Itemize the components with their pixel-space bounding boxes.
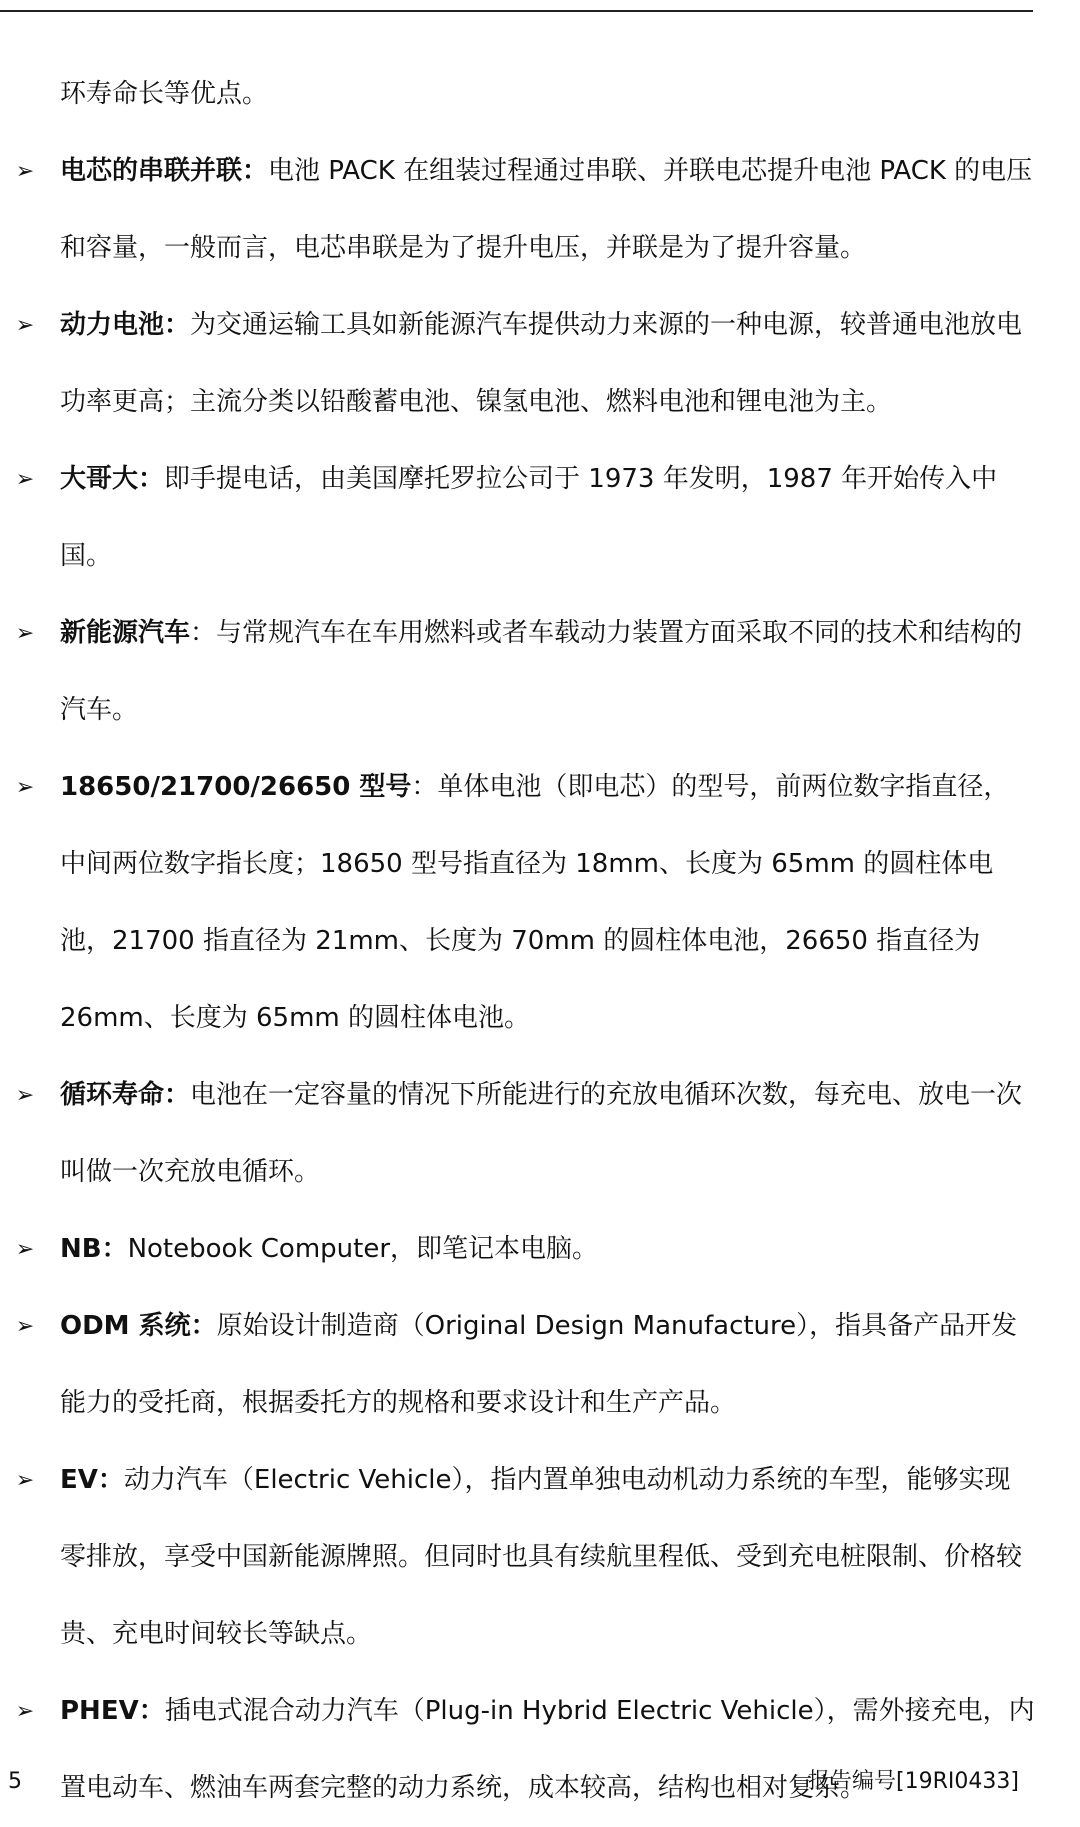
glossary-item <box>15 595 1035 749</box>
report-number: 报告编号[19RI0433] <box>808 1769 1019 1794</box>
glossary-item <box>15 1673 1035 1827</box>
glossary-item <box>15 441 1035 595</box>
arrow-bullet-icon: ➢ <box>15 313 35 338</box>
glossary-term: NB： <box>60 1234 128 1264</box>
glossary-definition: 原始设计制造商（Original Design Manufacture），指具备产品开发能力的受托商，根据委托方的规格和要求设计和生产产品。 <box>60 1311 1018 1418</box>
arrow-bullet-icon: ➢ <box>15 1468 35 1493</box>
glossary-definition: 为交通运输工具如新能源汽车提供动力来源的一种电源，较普通电池放电功率更高；主流分类以铅酸蓄电池、镍氢电池、燃料电池和锂电池为主。 <box>60 310 1023 417</box>
glossary-definition: 即手提电话，由美国摩托罗拉公司于 1973 年发明，1987 年开始传入中国。 <box>60 464 998 571</box>
page-number: 5 <box>8 1769 22 1794</box>
arrow-bullet-icon: ➢ <box>15 159 35 184</box>
glossary-definition: 插电式混合动力汽车（Plug-in Hybrid Electric Vehicle），需外接充电，内置电动车、燃油车两套完整的动力系统，成本较高，结构也相对复杂。 <box>60 1696 1035 1803</box>
glossary-item <box>15 1211 1035 1288</box>
glossary-definition: ：与常规汽车在车用燃料或者车载动力装置方面采取不同的技术和结构的汽车。 <box>60 618 1023 725</box>
arrow-bullet-icon: ➢ <box>15 621 35 646</box>
glossary-item <box>15 1288 1035 1442</box>
glossary-term: 循环寿命： <box>60 1080 191 1110</box>
glossary-item <box>15 133 1035 287</box>
page-footer <box>0 1762 1080 1802</box>
glossary-definition: Notebook Computer，即笔记本电脑。 <box>127 1234 599 1264</box>
glossary-item <box>15 1057 1035 1211</box>
arrow-bullet-icon: ➢ <box>15 1083 35 1108</box>
glossary-term: 新能源汽车 <box>60 618 191 648</box>
arrow-bullet-icon: ➢ <box>15 1699 35 1724</box>
arrow-bullet-icon: ➢ <box>15 775 35 800</box>
arrow-bullet-icon: ➢ <box>15 467 35 492</box>
glossary-definition: 电池在一定容量的情况下所能进行的充放电循环次数，每充电、放电一次叫做一次充放电循环。 <box>60 1080 1023 1187</box>
glossary-definition: 电池 PACK 在组装过程通过串联、并联电芯提升电池 PACK 的电压和容量，一般而言，电芯串联是为了提升电压，并联是为了提升容量。 <box>60 156 1033 263</box>
glossary-term: EV： <box>60 1465 124 1495</box>
glossary-term: 电芯的串联并联： <box>60 156 269 186</box>
glossary-body <box>0 56 1080 1827</box>
arrow-bullet-icon: ➢ <box>15 1237 35 1262</box>
glossary-term: ODM 系统： <box>60 1311 217 1341</box>
glossary-term: PHEV： <box>60 1696 165 1726</box>
glossary-item <box>15 287 1035 441</box>
glossary-item <box>15 1442 1035 1673</box>
glossary-definition: 动力汽车（Electric Vehicle），指内置单独电动机动力系统的车型，能够实现零排放，享受中国新能源牌照。但同时也具有续航里程低、受到充电桩限制、价格较贵、充电时间较长等缺点。 <box>60 1465 1023 1649</box>
intro-continuation: 环寿命长等优点。 <box>60 79 269 109</box>
arrow-bullet-icon: ➢ <box>15 1314 35 1339</box>
glossary-item <box>15 749 1035 1057</box>
glossary-term: 大哥大： <box>60 464 165 494</box>
header-rule <box>0 10 1033 12</box>
glossary-definition: ：单体电池（即电芯）的型号，前两位数字指直径，中间两位数字指长度；18650 型号指直径为 18mm、长度为 65mm 的圆柱体电池，21700 指直径为 21mm、长度为 70mm 的圆柱体电池，26650 指直径为 26mm、长度为 65mm 的圆柱体电池。 <box>60 772 1010 1033</box>
glossary-term: 18650/21700/26650 型号 <box>60 772 412 802</box>
glossary-term: 动力电池： <box>60 310 191 340</box>
